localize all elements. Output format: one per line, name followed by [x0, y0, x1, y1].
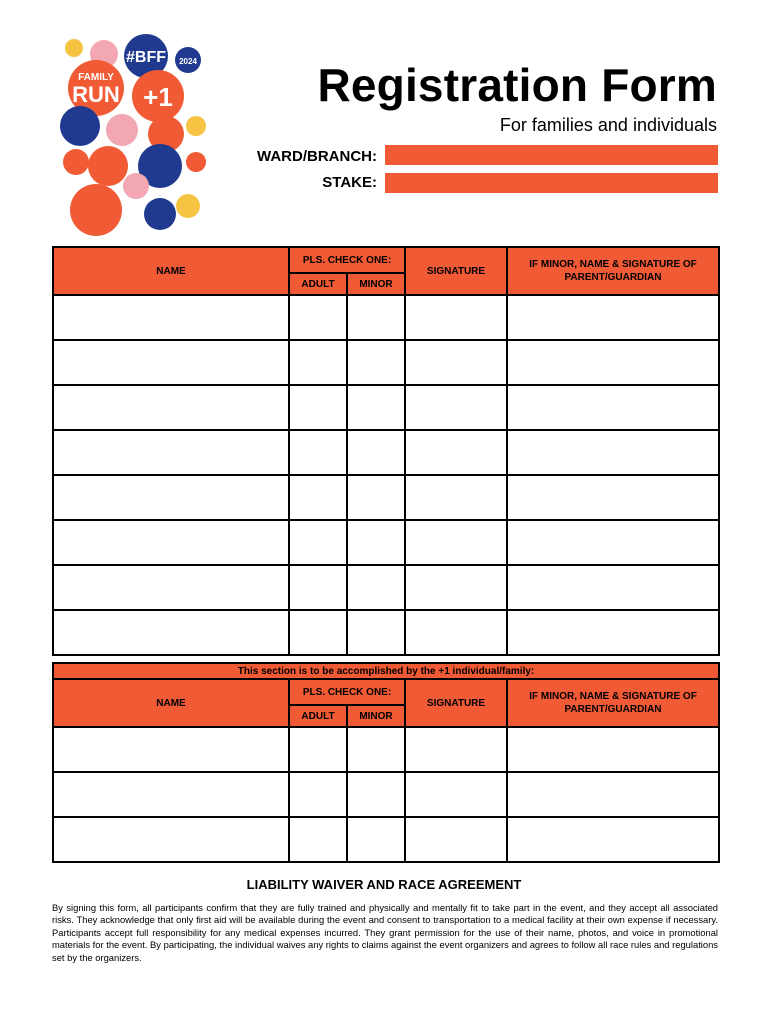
waiver-text: By signing this form, all participants confirm that they are fully trained and physically and mentally fit to take part in the event, and they accept all associated risks. They acknowledge that only first aid will be available during the event and consent to transportation to a medical facility at their own expense if necessary. Participants accept full responsibility for any medical expenses incurred. They grant permission for the use of their name, photos, and voice in promotional materials for the event. By participating, the individual waives any rights to claims against the event organizers and agrees to follow all race rules and regulations set by the organizers.: [52, 902, 718, 963]
name-cell[interactable]: [53, 475, 289, 520]
adult-cell[interactable]: [289, 295, 347, 340]
table-row: [53, 727, 719, 772]
minor-cell[interactable]: [347, 475, 405, 520]
minor-cell[interactable]: [347, 610, 405, 655]
event-logo: [56, 34, 206, 244]
adult-cell[interactable]: [289, 565, 347, 610]
name-cell[interactable]: [53, 430, 289, 475]
signature-cell[interactable]: [405, 385, 507, 430]
signature-cell[interactable]: [405, 475, 507, 520]
table-row: [53, 430, 719, 475]
stake-field[interactable]: [385, 173, 718, 193]
minor-cell[interactable]: [347, 772, 405, 817]
signature-cell[interactable]: [405, 610, 507, 655]
header-check-one: PLS. CHECK ONE:: [289, 679, 405, 705]
minor-cell[interactable]: [347, 727, 405, 772]
plus-one-table: [52, 662, 720, 863]
ward-branch-field[interactable]: [385, 145, 718, 165]
adult-cell[interactable]: [289, 340, 347, 385]
name-cell[interactable]: [53, 565, 289, 610]
table-row: [53, 385, 719, 430]
header-check-one: PLS. CHECK ONE:: [289, 247, 405, 273]
logo-plus1-text: +1: [143, 82, 173, 112]
name-cell[interactable]: [53, 520, 289, 565]
table-row: [53, 565, 719, 610]
minor-cell[interactable]: [347, 520, 405, 565]
logo-family-text: FAMILY: [78, 72, 114, 83]
adult-cell[interactable]: [289, 520, 347, 565]
guardian-cell[interactable]: [507, 565, 719, 610]
guardian-cell[interactable]: [507, 295, 719, 340]
registration-table: [52, 246, 720, 656]
table-row: [53, 475, 719, 520]
table-row: [53, 520, 719, 565]
header-signature: SIGNATURE: [405, 679, 507, 727]
guardian-cell[interactable]: [507, 520, 719, 565]
logo-run-text: RUN: [72, 82, 120, 107]
guardian-cell[interactable]: [507, 385, 719, 430]
header-guardian: IF MINOR, NAME & SIGNATURE OF PARENT/GUARDIAN: [507, 679, 719, 727]
minor-cell[interactable]: [347, 295, 405, 340]
minor-cell[interactable]: [347, 565, 405, 610]
name-cell[interactable]: [53, 817, 289, 862]
guardian-cell[interactable]: [507, 340, 719, 385]
page-title: Registration Form: [317, 59, 717, 111]
table-row: [53, 610, 719, 655]
name-cell[interactable]: [53, 385, 289, 430]
minor-cell[interactable]: [347, 430, 405, 475]
header-signature: SIGNATURE: [405, 247, 507, 295]
adult-cell[interactable]: [289, 772, 347, 817]
name-cell[interactable]: [53, 340, 289, 385]
guardian-cell[interactable]: [507, 772, 719, 817]
guardian-cell[interactable]: [507, 430, 719, 475]
table-row: [53, 772, 719, 817]
waiver-title: LIABILITY WAIVER AND RACE AGREEMENT: [246, 877, 522, 892]
signature-cell[interactable]: [405, 817, 507, 862]
header-name: NAME: [53, 679, 289, 727]
guardian-cell[interactable]: [507, 727, 719, 772]
plus-one-note: This section is to be accomplished by the +1 individual/family:: [53, 663, 719, 679]
signature-cell[interactable]: [405, 565, 507, 610]
name-cell[interactable]: [53, 610, 289, 655]
guardian-cell[interactable]: [507, 475, 719, 520]
header-name: NAME: [53, 247, 289, 295]
guardian-cell[interactable]: [507, 817, 719, 862]
signature-cell[interactable]: [405, 772, 507, 817]
sun-icon: [65, 39, 83, 57]
header-adult: ADULT: [289, 705, 347, 727]
guardian-cell[interactable]: [507, 610, 719, 655]
minor-cell[interactable]: [347, 385, 405, 430]
signature-cell[interactable]: [405, 520, 507, 565]
logo-year-text: 2024: [179, 57, 197, 66]
minor-cell[interactable]: [347, 340, 405, 385]
table-row: [53, 295, 719, 340]
ward-branch-label: WARD/BRANCH:: [257, 148, 377, 165]
adult-cell[interactable]: [289, 817, 347, 862]
stake-label: STAKE:: [322, 174, 377, 191]
table-row: [53, 817, 719, 862]
name-cell[interactable]: [53, 772, 289, 817]
name-cell[interactable]: [53, 295, 289, 340]
signature-cell[interactable]: [405, 727, 507, 772]
signature-cell[interactable]: [405, 430, 507, 475]
logo-bff-text: #BFF: [126, 49, 166, 66]
adult-cell[interactable]: [289, 727, 347, 772]
page-subtitle: For families and individuals: [499, 115, 717, 135]
adult-cell[interactable]: [289, 385, 347, 430]
header-minor: MINOR: [347, 273, 405, 295]
signature-cell[interactable]: [405, 295, 507, 340]
adult-cell[interactable]: [289, 430, 347, 475]
header-minor: MINOR: [347, 705, 405, 727]
minor-cell[interactable]: [347, 817, 405, 862]
header-adult: ADULT: [289, 273, 347, 295]
name-cell[interactable]: [53, 727, 289, 772]
table-row: [53, 340, 719, 385]
signature-cell[interactable]: [405, 340, 507, 385]
header-guardian: IF MINOR, NAME & SIGNATURE OF PARENT/GUARDIAN: [507, 247, 719, 295]
adult-cell[interactable]: [289, 475, 347, 520]
adult-cell[interactable]: [289, 610, 347, 655]
